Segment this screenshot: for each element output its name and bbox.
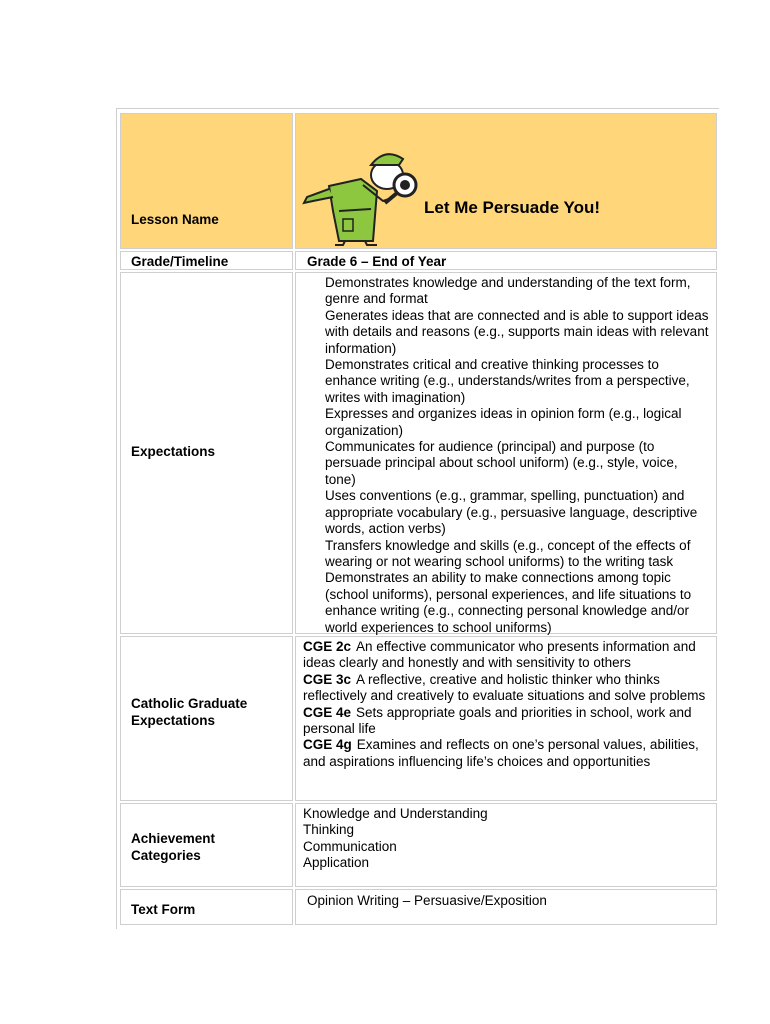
- achievement-value-cell: [295, 803, 717, 887]
- grade-label-cell: [120, 251, 293, 270]
- grade-value: Grade 6 – End of Year: [307, 254, 447, 269]
- achievement-item: Knowledge and Understanding: [303, 806, 488, 821]
- cge-label-line1: Catholic Graduate: [131, 696, 248, 711]
- cge-label: [131, 695, 247, 729]
- lesson-name-label-cell: [120, 113, 293, 249]
- achievement-item: Communication: [303, 838, 397, 854]
- achievement-label: [131, 830, 215, 864]
- achievement-item: Application: [303, 855, 370, 871]
- expectation-item: Expresses and organizes ideas in opinion form (e.g., logical organization): [325, 406, 682, 438]
- cge-code: CGE 4e: [303, 704, 352, 720]
- achievement-label-line1: Achievement: [131, 831, 216, 846]
- grade-label: Grade/Timeline: [131, 254, 229, 269]
- expectation-item: Demonstrates an ability to make connections among topic (school uniforms), personal experiences, and life situations to enhance writing (e.g., connecting personal knowledge and/or world experiences to school uniforms): [325, 570, 692, 635]
- cge-code: CGE 2c: [303, 639, 352, 654]
- text-form-value: Opinion Writing – Persuasive/Exposition: [307, 893, 547, 908]
- achievement-list: [303, 806, 488, 872]
- grade-value-cell: [295, 251, 717, 270]
- cge-item: [303, 672, 711, 705]
- cge-text: Sets appropriate goals and priorities in school, work and personal life: [303, 704, 692, 737]
- expectations-label: Expectations: [131, 444, 216, 459]
- expectations-label-cell: [120, 272, 293, 634]
- cge-value-cell: [295, 636, 717, 801]
- expectation-item: Demonstrates knowledge and understanding of the text form, genre and format: [325, 275, 691, 307]
- expectations-value-cell: [295, 272, 717, 634]
- detective-magnifier-icon: [299, 141, 429, 246]
- cge-text: Examines and reflects on one’s personal values, abilities, and aspirations influencing life’s choices and opportunities: [303, 737, 699, 769]
- lesson-title-cell: [295, 113, 717, 249]
- expectation-item: Uses conventions (e.g., grammar, spelling, punctuation) and appropriate vocabulary (e.g., persuasive language, descriptive words, action verbs): [325, 488, 698, 537]
- cge-item: [303, 705, 711, 738]
- expectation-item: Generates ideas that are connected and is able to support ideas with details and reasons (e.g., supports main ideas with relevant information): [325, 307, 709, 356]
- expectations-list: [325, 275, 710, 636]
- cge-item: [303, 639, 711, 672]
- achievement-label-line2: Categories: [131, 848, 201, 863]
- lesson-title: Let Me Persuade You!: [424, 198, 601, 217]
- cge-label-line2: Expectations: [131, 713, 216, 728]
- achievement-label-cell: [120, 803, 293, 887]
- expectation-item: Transfers knowledge and skills (e.g., concept of the effects of wearing or not wearing school uniforms) to the writing task: [325, 537, 691, 569]
- text-form-value-cell: [295, 889, 717, 925]
- text-form-label-cell: [120, 889, 293, 925]
- expectation-item: Communicates for audience (principal) and purpose (to persuade principal about school uniform) (e.g., style, voice, tone): [325, 439, 678, 487]
- cge-item: [303, 737, 711, 770]
- cge-label-cell: [120, 636, 293, 801]
- cge-code: CGE 4g: [303, 737, 352, 753]
- cge-text: An effective communicator who presents information and ideas clearly and honestly and with sensitivity to others: [303, 639, 696, 671]
- achievement-item: Thinking: [303, 822, 355, 838]
- text-form-label: Text Form: [131, 902, 196, 917]
- cge-list: [303, 639, 711, 770]
- cge-code: CGE 3c: [303, 671, 352, 687]
- cge-text: A reflective, creative and holistic thinker who thinks reflectively and creatively to evaluate situations and solve problems: [303, 671, 706, 704]
- expectation-item: Demonstrates critical and creative thinking processes to enhance writing (e.g., understands/writes from a perspective, writes with imagination): [325, 357, 690, 405]
- lesson-name-label: Lesson Name: [131, 212, 219, 227]
